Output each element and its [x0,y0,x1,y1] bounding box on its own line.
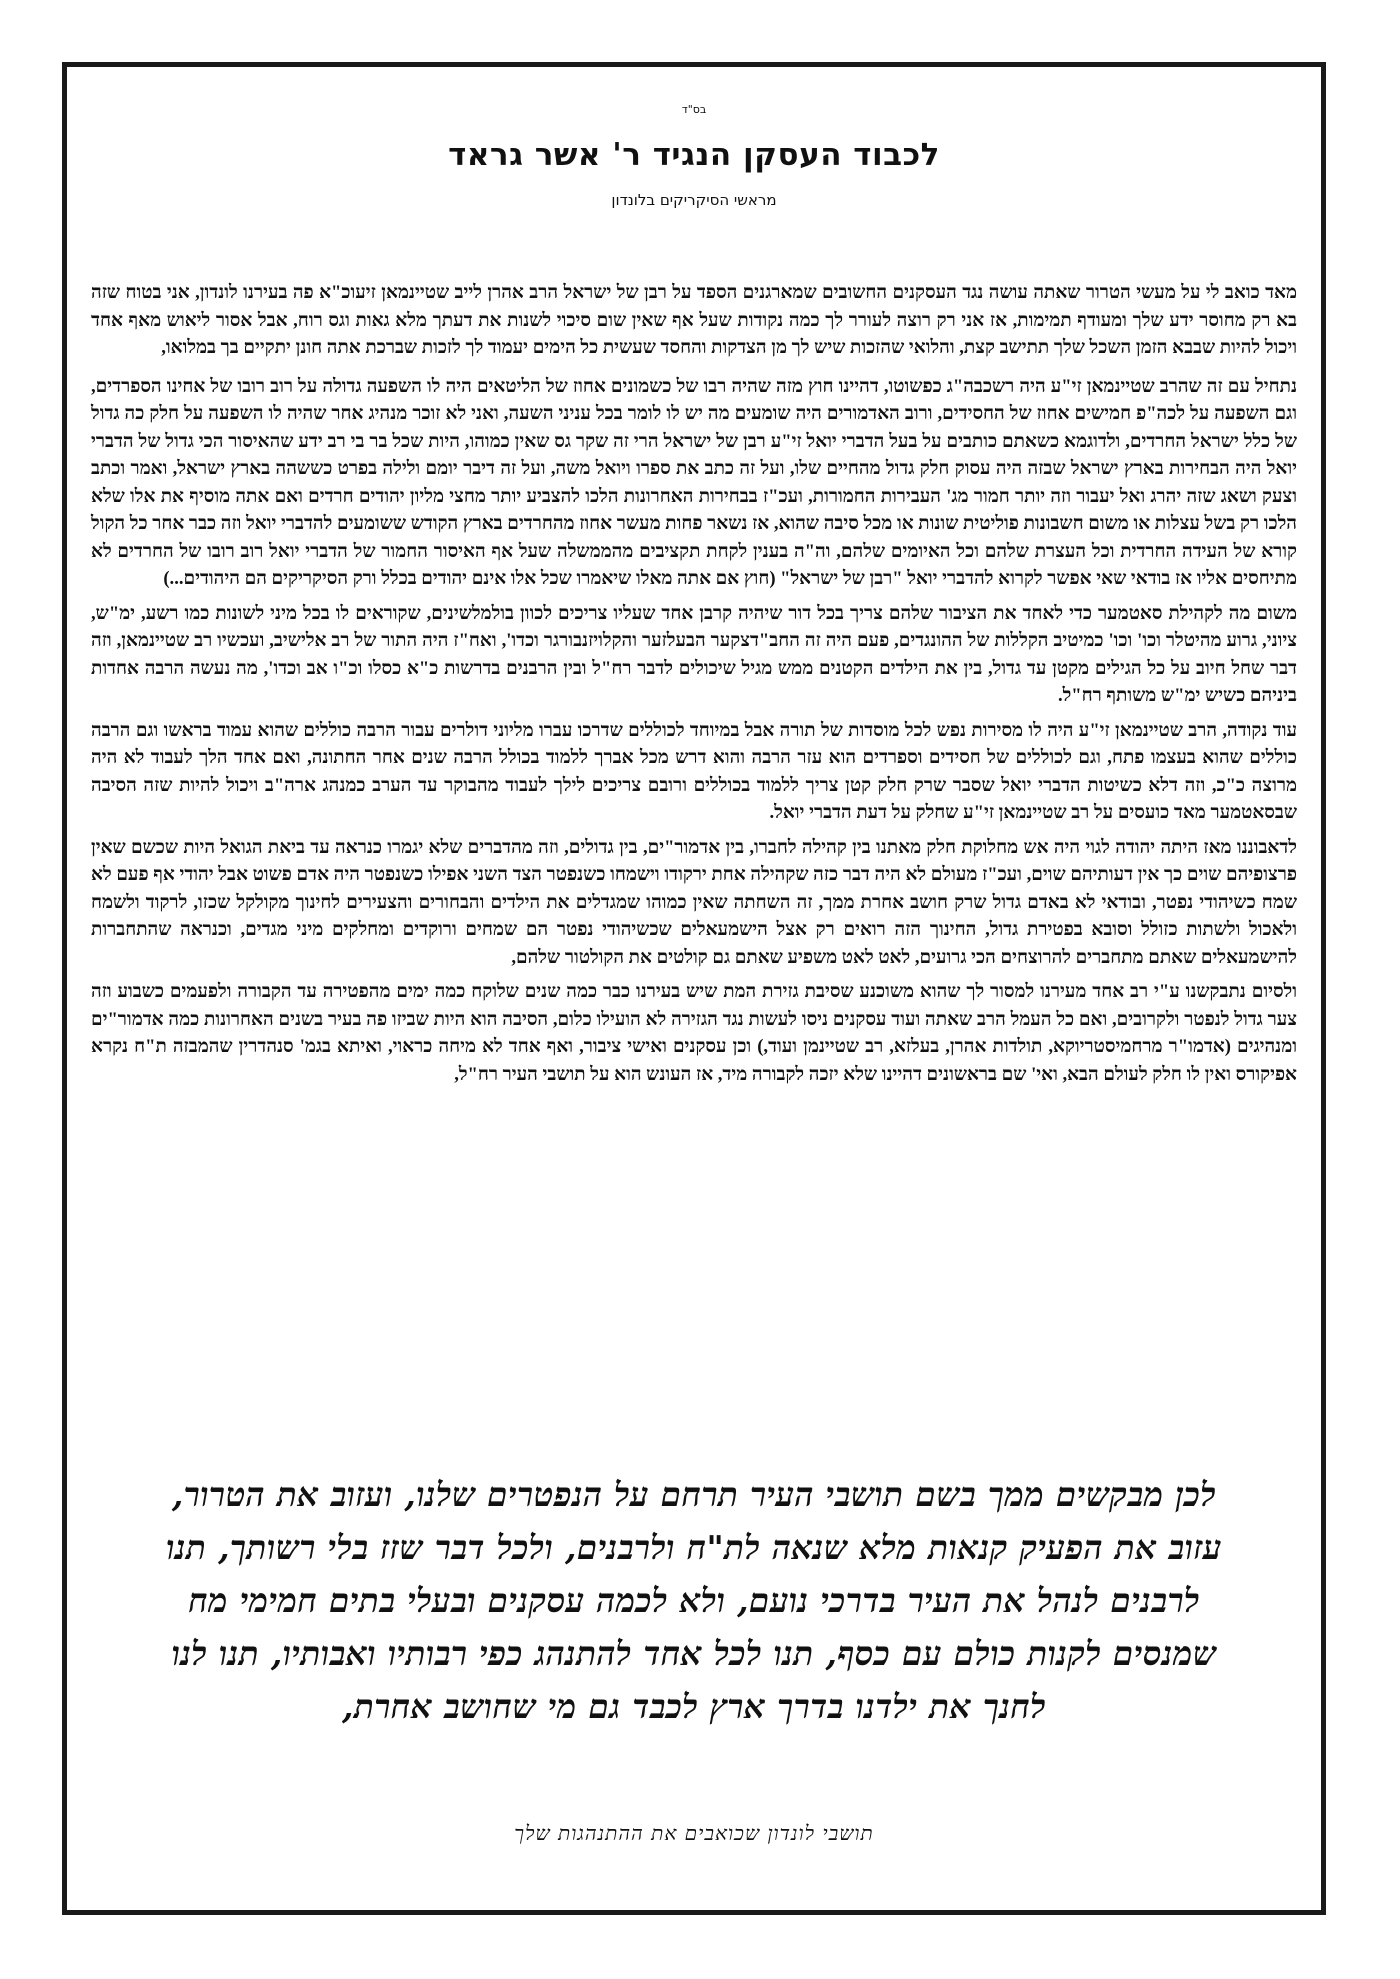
bsd-header: בס"ד [681,103,707,116]
closing-line: לחנך את ילדנו בדרך ארץ לכבד גם מי שחושב אחרת, [342,1687,1046,1726]
page-border [62,62,1326,1915]
closing-line: שמנסים לקנות כולם עם כסף, תנו לכל אחד להתנהג כפי רבותיו ואבותיו, תנו לנו [171,1634,1217,1673]
letter-content [91,67,1297,1910]
paragraph-community: משום מה לקהילת סאטמער כדי לאחד את הציבור שלהם צריך בכל דור שיהיה קרבן אחד שעליו צריכים לכוון בולמלשינים, שקוראים לו בכל מיני לשונות כמו רשע, ימ"ש, ציוני, גרוע מהיטלר וכו' וכו' כמיטיב הקללות של ההונגדים, פעם היה זה החב"דצקער הבעלזער והקלויזנבורגר וכדו', ואח"ז היה התור של רב אלישיב, ועכשיו רב שטיינמאן, וזה דבר שחל חיוב על כל הגילים מקטן עד גדול, בין את הילדים הקטנים ממש מגיל שיכולים לדבר רח"ל ובין הרבנים בדרשות כ"א כסלו וכ"ו אב וכדו', מה נעשה הרבה אחדות ביניהם כשיש ימ"ש משותף רח"ל. [91,602,1297,706]
paragraph-kollels: עוד נקודה, הרב שטיינמאן זי"ע היה לו מסירות נפש לכל מוסדות של תורה אבל במיוחד לכוללים שדרכו עברו מליוני דולרים עבור הרבה כוללים שהוא עמוד בראשו וגם הרבה כוללים שהוא בעצמו פתח, וגם לכוללים של חסידים וספרדים הוא עזר הרבה והוא דרש מכל אברך ללמוד בכולל הרבה שנים אחר החתונה, ואם אחד הלך לעבוד לא היה מרוצה כ"כ, וזה דלא כשיטות הדברי יואל שסבר שרק חלק קטן צריך ללמוד בכוללים ורובם צריכים לילך לעבוד מהבוקר עד הערב כמנהג ארה"ב ויכול להיות שזה הסיבה שבסאטמער מאד כועסים על רב שטיינמאן זי"ע שחלק על דעת הדברי יואל. [91,719,1297,823]
closing-plea [91,1468,1297,1733]
letter-subtitle: מראשי הסיקריקים בלונדון [611,191,777,209]
letter-body [91,279,1297,1095]
letter-title: לכבוד העסקן הנגיד ר' אשר גראד [448,137,940,173]
closing-line: לרבנים לנהל את העיר בדרכי נועם, ולא לכמה עסקנים ובעלי בתים חמימי מח [188,1581,1200,1620]
paragraph-influence: נתחיל עם זה שהרב שטיינמאן זי"ע היה רשכבה"ג כפשוטו, דהיינו חוץ מזה שהיה רבו של כשמונים אחוז של הליטאים היה לו השפעה גדולה על רוב רובו של אחינו הספרדים, וגם השפעה על לכה"פ חמישים אחוז של החסידים, ורוב האדמורים היה שומעים מה יש לו לומר בכל עניני השעה, ואני לא זוכר מנהיג אחר שהיה לו השפעה על חלק כה גדול של כלל ישראל החרדים, ולדוגמא כשאתם כותבים על בעל הדברי יואל זי"ע רבן של ישראל הרי זה שקר גס שאין כמוהו, היות שכל בר בי רב ידע שהאיסור הכי גדול של הדברי יואל היה הבחירות בארץ ישראל שבזה היה עסוק חלק גדול מהחיים שלו, ועל זה כתב את ספרו ויואל משה, ועל זה דיבר יומם ולילה בפרט כששהה בארץ ישראל, ואמר וכתב וצעק ושאג שזה יהרג ואל יעבור וזה יותר חמור מג' העבירות החמורות, ועכ"ז בבחירות האחרונות הלכו להצביע יותר מחצי מליון יהודים חרדים ואם אתה מוסיף את אלו שלא הלכו רק בשל עצלות או משום חשבונות פוליטית שונות או מכל סיבה שהוא, אז נשאר פחות מעשר אחוז מהחרדים בארץ הקודש ששומעים להדברי יואל וזה כבר אחר כל הקול קורא של העידה החרדית וכל העצרת שלהם וכל האיומים שלהם, וה"ה בענין לקחת תקציבים מהממשלה שעל אף האיסור החמור של הדברי יואל רוב רובו של החרדים לא מתיחסים אליו אז בודאי שאי אפשר לקרוא להדברי יואל "רבן של ישראל" (חוץ אם אתה מאלו שיאמרו שכל אלו אינם יהודים בכלל ורק הסיקריקים הם היהודים...) [91,375,1297,589]
closing-line: לכן מבקשים ממך בשם תושבי העיר תרחם על הנפטרים שלנו, ועזוב את הטרור, [171,1475,1217,1514]
closing-line: עזוב את הפעיק קנאות מלא שנאה לת"ח ולרבנים, ולכל דבר שזז בלי רשותך, תנו [166,1528,1222,1567]
paragraph-intro: מאד כואב לי על מעשי הטרור שאתה עושה נגד העסקנים החשובים שמארגנים הספד על רבן של ישראל הרב אהרן לייב שטיינמאן זיעוכ"א פה בעירנו לונדון, אני בטוח שזה בא רק מחוסר ידע שלך ומעודף תמימות, אז אני רק רוצה לעורר לך כמה נקודות שעל אף שאין שום סיכוי לשנות את דעתך מלא גאות וגס רוח, אבל אסור ליאוש מאף אחד ויכול להיות שבבא הזמן השכל שלך תתישב קצת, והלואי שהזכות שיש לך מן הצדקות והחסד שעשית כל הימים יעמוד לך לזכות שברכת אתה חונן יתקיים בך במלואו, [91,282,1297,358]
paragraph-dispute: לדאבוננו מאז היתה יהודה לגוי היה אש מחלוקת חלק מאתנו בין קהילה לחברו, בין אדמור"ים, בין גדולים, וזה מהדברים שלא יגמרו כנראה עד ביאת הגואל היות שכשם שאין פרצופיהם שוים כך אין דעותיהם שוים, ועכ"ז מעולם לא היה דבר כזה שקהילה אחת ירקודו וישמחו כשנפטר הצד השני אפילו כשנפטר היה אדם פשוט אבל יהודי אף פעם לא שמח כשיהודי נפטר, ובודאי לא באדם גדול שרק חושב אחרת ממך, זה השחתה שאין כמוהו שמגדלים את הילדים והבחורים והצעירים לחינוך מקולקל שכזו, לרקוד ולשמח ולאכול ולשתות כזולל וסובא בפטירת גדול, החינוך הזה רואים רק אצל הישמעאלים שכשיהודי נפטר הם שמחים ורוקדים ומחלקים מיני מגדים, וכנראה שהתחברות להישמעאלים שאתם מתחברים להרוצחים הכי גרועים, לאט לאט משפיע שאתם גם קולטים את הקולטור שלהם, [91,836,1297,968]
paragraph-conclusion: ולסיום נתבקשנו ע"י רב אחד מעירנו למסור לך שהוא משוכנע שסיבת גזירת המת שיש בעירנו כבר כמה שנים שלוקח כמה ימים מהפטירה עד הקבורה ולפעמים כשבוע וזה צער גדול לנפטר ולקרובים, ואם כל העמל הרב שאתה ועוד עסקנים ניסו לעשות נגד הגזירה לא הועילו כלום, הסיבה הוא היות שביזו פה בעיר בשנים האחרונות כמה אדמור"ים ומנהיגים (אדמו"ר מרחמיסטריוקא, תולדות אהרן, בעלזא, רב שטיינמן ועוד,) וכן עסקנים ואישי ציבור, ואף אחד לא מיחה כראוי, ואיתא בגמ' סנהדרין שהמבזה ת"ח נקרא אפיקורס ואין לו חלק לעולם הבא, ואי' שם בראשונים דהיינו שלא יזכה לקבורה מיד, אז העונש הוא על תושבי העיר רח"ל, [91,981,1297,1085]
signature: תושבי לונדון שכואבים את ההתנהגות שלך [514,1821,874,1845]
